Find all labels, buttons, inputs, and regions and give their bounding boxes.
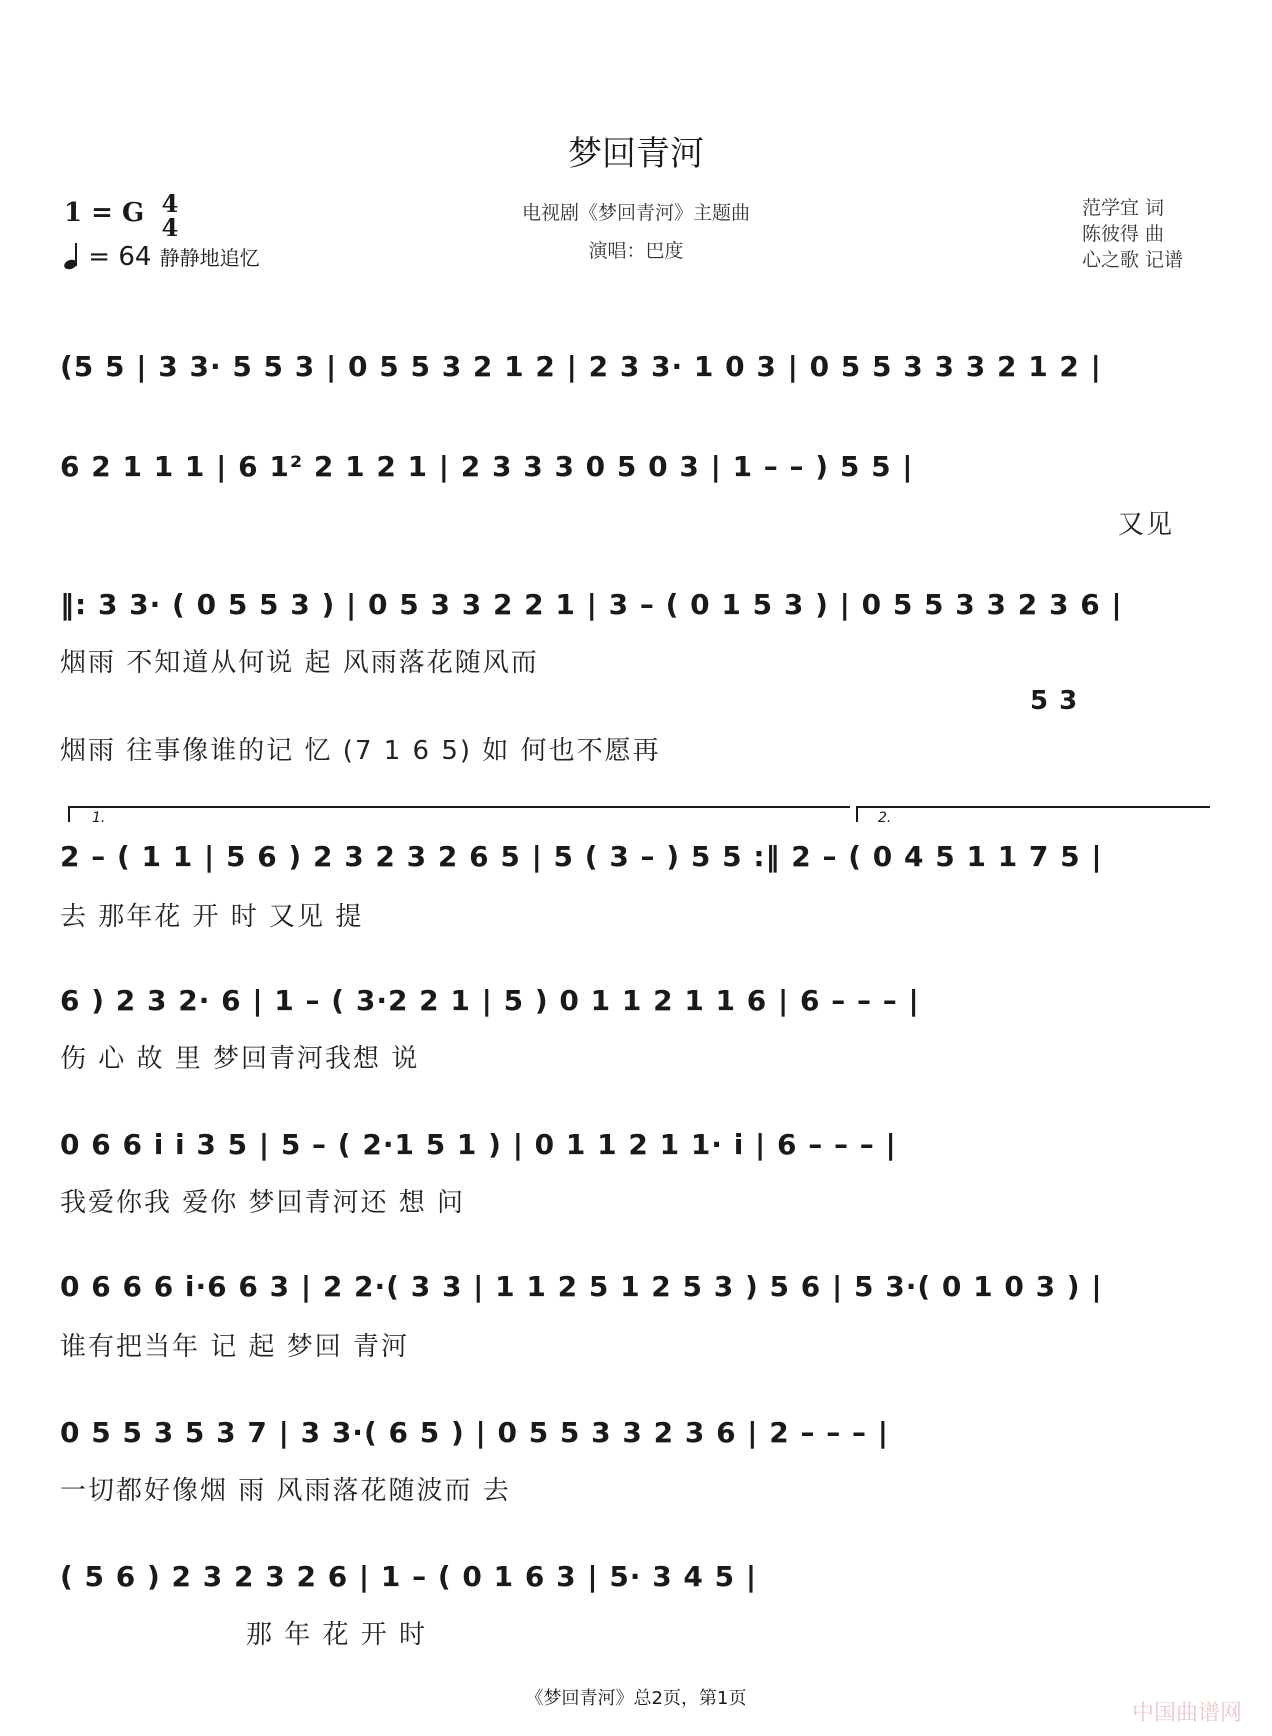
score-line-2: 6 2 1 1 1 | 6 1² 2 1 2 1 | 2 3 3 3 0 5 0 3 | 1 – – ) 5 5 | [60,450,914,483]
first-ending-bracket [68,806,850,822]
key-signature: 1 = G [64,198,145,228]
lyric-line-4: 去 那年花 开 时 又见 提 [60,902,364,932]
credit-composer: 陈彼得 曲 [1082,223,1165,245]
score-line-4: 2 – ( 1 1 | 5 6 ) 2 3 2 3 2 6 5 | 5 ( 3 – ) 5 5 :‖ 2 – ( 0 4 5 1 1 7 5 | [60,840,1103,873]
first-ending-label: 1. [92,810,106,826]
lyric-line-3: 烟雨 不知道从何说 起 风雨落花随风而 [60,648,539,678]
lyric-line-2: 又见 [1118,510,1175,540]
score-line-9: ( 5 6 ) 2 3 2 3 2 6 | 1 – ( 0 1 6 3 | 5· 3 4 5 | [60,1560,758,1593]
lyric-line-6: 我爱你我 爱你 梦回青河还 想 问 [60,1188,466,1218]
tempo-expression: 静静地追忆 [159,246,260,270]
lyric-line-7: 谁有把当年 记 起 梦回 青河 [60,1332,410,1362]
credit-transcriber: 心之歌 记谱 [1082,249,1184,271]
second-ending-label: 2. [878,810,892,826]
site-watermark: 中国曲谱网 [1131,1701,1242,1726]
score-line-8: 0 5 5 3 5 3 7 | 3 3·( 6 5 ) | 0 5 5 3 3 2 3 6 | 2 – – – | [60,1416,889,1449]
score-line-1: (5 5 | 3 3· 5 5 3 | 0 5 5 3 2 1 2 | 2 3 3· 1 0 3 | 0 5 5 3 3 3 2 1 2 | [60,350,1102,383]
time-signature-bottom: 4 [161,213,179,242]
singer: 演唱：巴度 [588,240,684,262]
lyric-line-8: 一切都好像烟 雨 风雨落花随波而 去 [60,1476,511,1506]
credit-lyricist: 范学宜 词 [1082,197,1165,219]
score-line-5: 6 ) 2 3 2· 6 | 1 – ( 3·2 2 1 | 5 ) 0 1 1 2 1 1 6 | 6 – – – | [60,984,920,1017]
page-footer: 《梦回青河》总2页，第1页 [525,1688,747,1709]
score-line-3: ‖: 3 3· ( 0 5 5 3 ) | 0 5 3 3 2 2 1 | 3 – ( 0 1 5 3 ) | 0 5 5 3 3 2 3 6 | [60,588,1123,621]
score-line-7: 0 6 6 6 i·6 6 3 | 2 2·( 3 3 | 1 1 2 5 1 2 5 3 ) 5 6 | 5 3·( 0 1 0 3 ) | [60,1270,1103,1303]
lyric-line-5: 伤 心 故 里 梦回青河我想 说 [60,1044,420,1074]
page-title: 梦回青河 [568,134,704,174]
score-line-6: 0 6 6 i i 3 5 | 5 – ( 2·1 5 1 ) | 0 1 1 2 1 1· i | 6 – – – | [60,1128,897,1161]
tempo-value: = 64 [88,242,152,272]
credits [1082,195,1183,273]
subtitle: 电视剧《梦回青河》主题曲 [521,202,750,224]
lyric-line-9: 那 年 花 开 时 [246,1620,428,1650]
time-signature-top: 4 [161,189,179,218]
second-ending-bracket [856,806,1210,822]
variant-notes: 5 3 [1030,686,1079,716]
lyric-line-3-verse-2: 烟雨 往事像谁的记 忆 (7 1 6 5) 如 何也不愿再 [60,736,661,766]
